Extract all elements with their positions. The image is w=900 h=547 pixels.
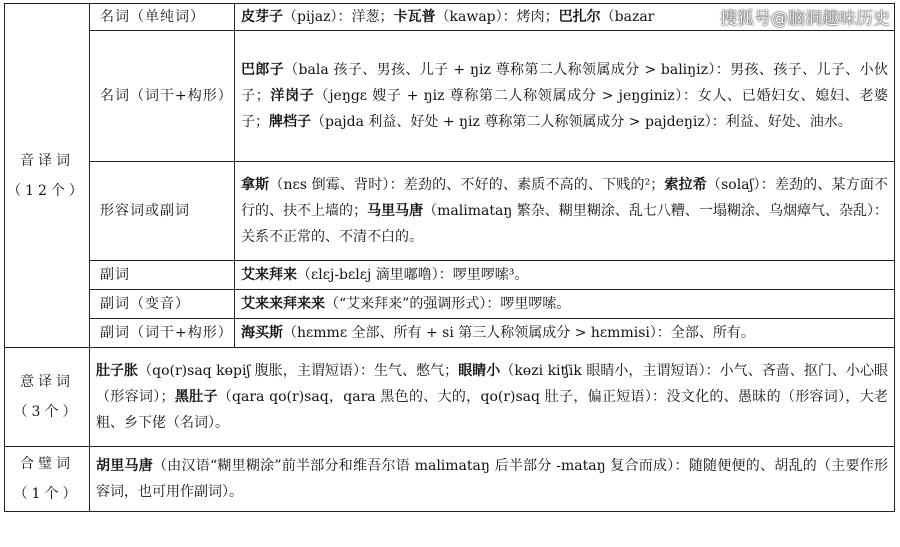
subcategory-label: 副词（变音） <box>90 290 235 319</box>
category-name: 合璧词 <box>20 456 74 472</box>
subcategory-label: 副词 <box>90 261 235 290</box>
definition-text: （kɵzi kiʧik 眼睛小，主谓短语）：小气、吝啬、抠门、小心眼（形容词）； <box>96 363 888 405</box>
definition-text: （hɛmmɛ 全部、所有 + si 第三人称领属成分 > hɛmmisi）：全部、所有。 <box>283 325 755 341</box>
term: 洋岗子 <box>269 88 315 104</box>
term: 眼睛小 <box>458 363 501 379</box>
entry-cell <box>90 447 895 512</box>
definition-text: （jeŋgɛ 嫂子 + ŋiz 尊称第二人称领属成分 > jeŋginiz）：女人、已婚妇女、媳妇、老婆子； <box>241 88 889 130</box>
term: 胡里马唐 <box>96 458 153 474</box>
definition-text: （由汉语“糊里糊涂”前半部分和维吾尔语 malimataŋ 后半部分 -mataŋ 复合而成）：随随便便的、胡乱的（主要作形容词，也可用作副词）。 <box>96 458 888 500</box>
term: 拿斯 <box>241 177 270 193</box>
category-semantic <box>5 348 90 447</box>
definition-text: （pajda 利益、好处 + ŋiz 尊称第二人称领属成分 > pajdeŋiz）：利益、好处、油水。 <box>311 114 852 130</box>
definition-text: （qara qo(r)saq，qara 黑色的、大的，qo(r)saq 肚子，偏正短语）：没文化的、愚昧的（形容词），大老粗、乡下佬（名词）。 <box>96 389 889 431</box>
entry-cell <box>235 162 895 261</box>
definition-text: （ɛlɛj-bɛlɛj 滴里嘟噜）：啰里啰嗦³。 <box>297 267 529 283</box>
entry-cell <box>235 261 895 290</box>
category-count: （3个） <box>13 404 81 420</box>
category-count: （12个） <box>7 182 87 199</box>
term: 皮芽子 <box>241 9 283 25</box>
category-name: 意译词 <box>20 374 74 390</box>
category-transliteration <box>5 4 90 348</box>
definition-text: （pijaz）：洋葱； <box>283 9 394 25</box>
term: 海买斯 <box>241 325 283 341</box>
subcategory-label: 副词（词干+构形） <box>90 319 235 348</box>
entry-cell <box>235 31 895 162</box>
category-hybrid <box>5 447 90 512</box>
subcategory-label: 名词（词干+构形） <box>90 31 235 162</box>
loanword-table <box>4 3 895 512</box>
term: 肚子胀 <box>96 363 139 379</box>
category-count: （1个） <box>13 486 81 502</box>
category-name: 音译词 <box>20 152 74 169</box>
definition-text: （bala 孩子、男孩、儿子 + ŋiz 尊称第二人称领属成分 > baliŋiz）：男孩、孩子、儿子、小伙子； <box>241 62 889 104</box>
definition-text: （bazar <box>600 9 655 25</box>
term: 艾来来拜来来 <box>241 296 325 312</box>
term: 马里马唐 <box>367 203 424 219</box>
subcategory-label: 形容词或副词 <box>90 162 235 261</box>
term: 巴郎子 <box>241 62 285 78</box>
watermark: 搜狐号@脑洞趣味历史 <box>720 9 890 29</box>
definition-text: （qo(r)saq kɵpiʃ 腹胀，主谓短语）：生气、憋气； <box>138 363 459 379</box>
definition-text: （“艾来拜来”的强调形式）：啰里啰嗦。 <box>325 296 571 312</box>
term: 牌档子 <box>269 114 311 130</box>
entry-cell <box>235 290 895 319</box>
term: 艾来拜来 <box>241 267 297 283</box>
entry-cell <box>235 319 895 348</box>
definition-text: （solaʃ）：差劲的、某方面不行的、扶不上墙的； <box>241 177 889 219</box>
term: 巴扎尔 <box>558 9 601 25</box>
term: 卡瓦普 <box>393 9 436 25</box>
entry-cell <box>90 348 895 447</box>
subcategory-label: 名词（单纯词） <box>90 4 235 31</box>
definition-text: （kawap）：烤肉； <box>435 9 559 25</box>
term: 黑肚子 <box>174 389 218 405</box>
definition-text: （malimataŋ 繁杂、糊里糊涂、乱七八糟、一塌糊涂、乌烟瘴气、杂乱）：关系不正常的、不清不白的。 <box>241 203 889 245</box>
definition-text: （nɛs 倒霉、背时）：差劲的、不好的、素质不高的、下贱的²； <box>269 177 665 193</box>
term: 索拉希 <box>664 177 707 193</box>
